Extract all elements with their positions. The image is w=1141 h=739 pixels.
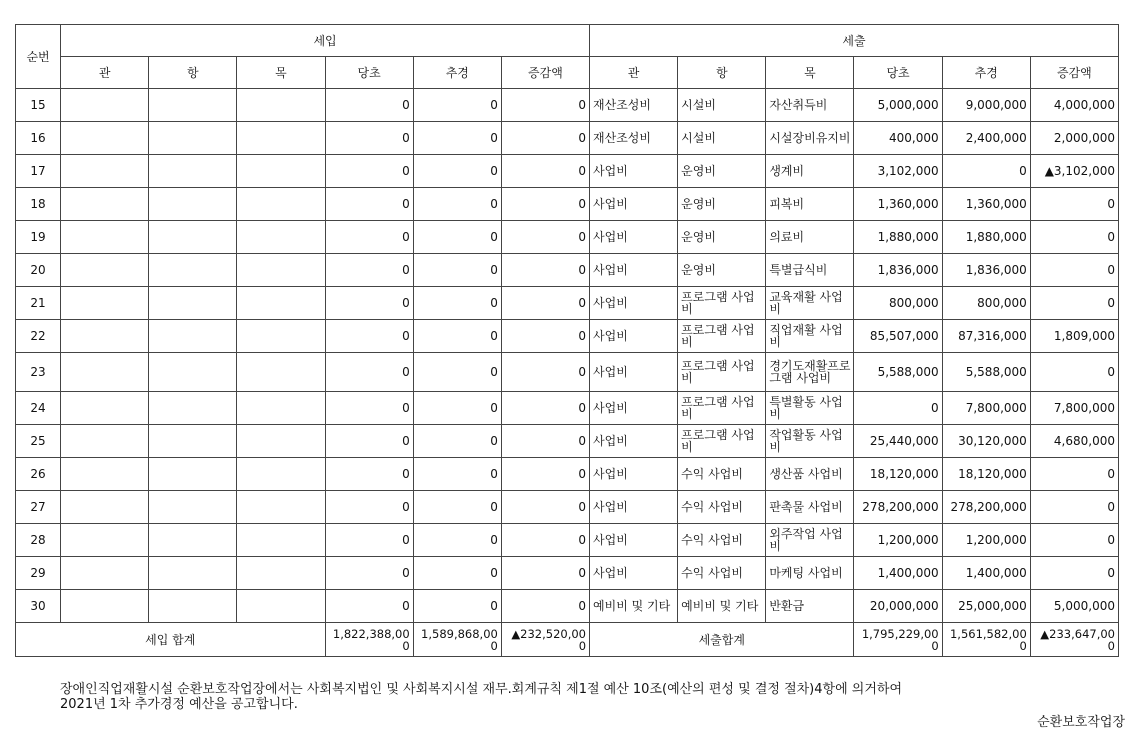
expense-revised: 9,000,000 [942, 89, 1030, 122]
income-original: 0 [325, 392, 413, 425]
expense-hang: 시설비 [678, 89, 766, 122]
expense-mok: 교육재활 사업비 [766, 287, 854, 320]
income-hang [149, 155, 237, 188]
income-gwan [61, 392, 149, 425]
table-row [16, 287, 1119, 320]
income-revised: 0 [413, 524, 501, 557]
table-row [16, 458, 1119, 491]
expense-gwan: 사업비 [590, 524, 678, 557]
income-mok [237, 524, 325, 557]
income-hang [149, 122, 237, 155]
expense-change: ▲3,102,000 [1030, 155, 1118, 188]
budget-rows [16, 89, 1119, 623]
income-total-original: 1,822,388,000 [325, 623, 413, 657]
income-change: 0 [501, 353, 589, 392]
income-gwan [61, 89, 149, 122]
income-gwan [61, 590, 149, 623]
expense-change: 2,000,000 [1030, 122, 1118, 155]
income-col-change: 증감액 [501, 57, 589, 89]
expense-col-original: 당초 [854, 57, 942, 89]
expense-total-label: 세출합계 [590, 623, 854, 657]
row-seq: 22 [16, 320, 61, 353]
income-hang [149, 221, 237, 254]
income-hang [149, 458, 237, 491]
expense-hang: 프로그램 사업비 [678, 392, 766, 425]
table-row [16, 320, 1119, 353]
income-original: 0 [325, 122, 413, 155]
expense-original: 20,000,000 [854, 590, 942, 623]
expense-gwan: 사업비 [590, 458, 678, 491]
expense-original: 1,360,000 [854, 188, 942, 221]
income-gwan [61, 155, 149, 188]
table-row [16, 122, 1119, 155]
expense-change: 0 [1030, 287, 1118, 320]
income-revised: 0 [413, 287, 501, 320]
row-seq: 15 [16, 89, 61, 122]
expense-revised: 2,400,000 [942, 122, 1030, 155]
income-mok [237, 458, 325, 491]
income-gwan [61, 254, 149, 287]
table-row [16, 254, 1119, 287]
income-gwan [61, 458, 149, 491]
income-gwan [61, 320, 149, 353]
expense-gwan: 재산조성비 [590, 89, 678, 122]
expense-hang: 운영비 [678, 188, 766, 221]
income-mok [237, 320, 325, 353]
expense-change: 1,809,000 [1030, 320, 1118, 353]
expense-hang: 운영비 [678, 221, 766, 254]
row-seq: 19 [16, 221, 61, 254]
income-col-gwan: 관 [61, 57, 149, 89]
row-seq: 24 [16, 392, 61, 425]
income-original: 0 [325, 155, 413, 188]
expense-change: 4,000,000 [1030, 89, 1118, 122]
income-gwan [61, 221, 149, 254]
income-hang [149, 353, 237, 392]
income-total-change: ▲232,520,000 [501, 623, 589, 657]
expense-original: 1,400,000 [854, 557, 942, 590]
expense-gwan: 사업비 [590, 491, 678, 524]
expense-mok: 시설장비유지비 [766, 122, 854, 155]
income-total-label: 세입 합계 [16, 623, 326, 657]
expense-revised: 87,316,000 [942, 320, 1030, 353]
row-seq: 25 [16, 425, 61, 458]
income-revised: 0 [413, 221, 501, 254]
expense-hang: 프로그램 사업비 [678, 425, 766, 458]
expense-col-mok: 목 [766, 57, 854, 89]
income-gwan [61, 557, 149, 590]
expense-revised: 0 [942, 155, 1030, 188]
expense-hang: 수익 사업비 [678, 557, 766, 590]
income-total-revised: 1,589,868,000 [413, 623, 501, 657]
table-row [16, 221, 1119, 254]
income-gwan [61, 353, 149, 392]
expense-mok: 의료비 [766, 221, 854, 254]
income-revised: 0 [413, 353, 501, 392]
income-original: 0 [325, 458, 413, 491]
income-hang [149, 590, 237, 623]
seq-header: 순번 [16, 25, 61, 89]
income-mok [237, 392, 325, 425]
income-mok [237, 491, 325, 524]
row-seq: 20 [16, 254, 61, 287]
income-change: 0 [501, 557, 589, 590]
table-row [16, 89, 1119, 122]
expense-original: 1,200,000 [854, 524, 942, 557]
expense-header: 세출 [590, 25, 1119, 57]
income-change: 0 [501, 392, 589, 425]
income-revised: 0 [413, 392, 501, 425]
expense-revised: 278,200,000 [942, 491, 1030, 524]
income-mok [237, 89, 325, 122]
table-row [16, 590, 1119, 623]
expense-hang: 프로그램 사업비 [678, 353, 766, 392]
expense-mok: 경기도재활프로그램 사업비 [766, 353, 854, 392]
income-hang [149, 557, 237, 590]
expense-change: 0 [1030, 557, 1118, 590]
income-mok [237, 287, 325, 320]
expense-col-gwan: 관 [590, 57, 678, 89]
income-revised: 0 [413, 254, 501, 287]
expense-change: 7,800,000 [1030, 392, 1118, 425]
expense-mok: 마케팅 사업비 [766, 557, 854, 590]
table-row [16, 557, 1119, 590]
expense-change: 5,000,000 [1030, 590, 1118, 623]
expense-change: 4,680,000 [1030, 425, 1118, 458]
income-original: 0 [325, 557, 413, 590]
income-change: 0 [501, 221, 589, 254]
income-gwan [61, 491, 149, 524]
expense-total-revised: 1,561,582,000 [942, 623, 1030, 657]
table-row [16, 353, 1119, 392]
expense-hang: 수익 사업비 [678, 491, 766, 524]
expense-original: 3,102,000 [854, 155, 942, 188]
income-hang [149, 320, 237, 353]
expense-original: 800,000 [854, 287, 942, 320]
income-original: 0 [325, 188, 413, 221]
expense-mok: 직업재활 사업비 [766, 320, 854, 353]
table-row [16, 188, 1119, 221]
income-hang [149, 188, 237, 221]
income-revised: 0 [413, 122, 501, 155]
expense-revised: 1,200,000 [942, 524, 1030, 557]
expense-change: 0 [1030, 353, 1118, 392]
expense-original: 400,000 [854, 122, 942, 155]
income-change: 0 [501, 425, 589, 458]
income-mok [237, 557, 325, 590]
expense-hang: 예비비 및 기타 [678, 590, 766, 623]
income-revised: 0 [413, 425, 501, 458]
expense-col-hang: 항 [678, 57, 766, 89]
row-seq: 28 [16, 524, 61, 557]
income-original: 0 [325, 524, 413, 557]
expense-change: 0 [1030, 524, 1118, 557]
income-hang [149, 254, 237, 287]
notice-text: 장애인직업재활시설 순환보호작업장에서는 사회복지법인 및 사회복지시설 재무.회계규칙 제1절 예산 10조(예산의 편성 및 결정 절차)4항에 의거하여 2021년 1차 추가경정 예산을 공고합니다. [60, 682, 903, 712]
expense-revised: 1,836,000 [942, 254, 1030, 287]
expense-original: 0 [854, 392, 942, 425]
table-row [16, 155, 1119, 188]
expense-gwan: 사업비 [590, 425, 678, 458]
expense-gwan: 사업비 [590, 287, 678, 320]
income-original: 0 [325, 425, 413, 458]
income-col-hang: 항 [149, 57, 237, 89]
income-gwan [61, 287, 149, 320]
expense-mok: 외주작업 사업비 [766, 524, 854, 557]
row-seq: 18 [16, 188, 61, 221]
expense-gwan: 사업비 [590, 188, 678, 221]
expense-total-original: 1,795,229,000 [854, 623, 942, 657]
expense-original: 278,200,000 [854, 491, 942, 524]
organization-name: 순환보호작업장 [1037, 715, 1125, 730]
income-change: 0 [501, 155, 589, 188]
income-mok [237, 221, 325, 254]
income-change: 0 [501, 122, 589, 155]
income-original: 0 [325, 353, 413, 392]
income-original: 0 [325, 320, 413, 353]
income-revised: 0 [413, 590, 501, 623]
income-change: 0 [501, 320, 589, 353]
table-row [16, 524, 1119, 557]
row-seq: 23 [16, 353, 61, 392]
expense-revised: 25,000,000 [942, 590, 1030, 623]
income-hang [149, 287, 237, 320]
expense-gwan: 사업비 [590, 353, 678, 392]
income-change: 0 [501, 524, 589, 557]
income-original: 0 [325, 491, 413, 524]
expense-original: 85,507,000 [854, 320, 942, 353]
table-row [16, 392, 1119, 425]
income-col-revised: 추경 [413, 57, 501, 89]
income-hang [149, 89, 237, 122]
expense-mok: 피복비 [766, 188, 854, 221]
income-revised: 0 [413, 155, 501, 188]
expense-revised: 1,880,000 [942, 221, 1030, 254]
income-mok [237, 590, 325, 623]
income-hang [149, 392, 237, 425]
table-row [16, 491, 1119, 524]
expense-revised: 30,120,000 [942, 425, 1030, 458]
income-original: 0 [325, 287, 413, 320]
expense-original: 5,588,000 [854, 353, 942, 392]
expense-gwan: 예비비 및 기타 [590, 590, 678, 623]
income-change: 0 [501, 287, 589, 320]
expense-change: 0 [1030, 221, 1118, 254]
income-revised: 0 [413, 89, 501, 122]
income-gwan [61, 524, 149, 557]
expense-revised: 1,400,000 [942, 557, 1030, 590]
income-col-original: 당초 [325, 57, 413, 89]
expense-hang: 운영비 [678, 155, 766, 188]
expense-mok: 자산취득비 [766, 89, 854, 122]
income-mok [237, 353, 325, 392]
income-change: 0 [501, 458, 589, 491]
income-revised: 0 [413, 188, 501, 221]
expense-gwan: 사업비 [590, 155, 678, 188]
income-change: 0 [501, 491, 589, 524]
expense-hang: 프로그램 사업비 [678, 320, 766, 353]
income-change: 0 [501, 89, 589, 122]
expense-original: 1,836,000 [854, 254, 942, 287]
row-seq: 27 [16, 491, 61, 524]
income-gwan [61, 425, 149, 458]
expense-original: 18,120,000 [854, 458, 942, 491]
expense-revised: 1,360,000 [942, 188, 1030, 221]
expense-revised: 5,588,000 [942, 353, 1030, 392]
income-hang [149, 425, 237, 458]
expense-hang: 수익 사업비 [678, 524, 766, 557]
row-seq: 16 [16, 122, 61, 155]
expense-change: 0 [1030, 458, 1118, 491]
income-mok [237, 155, 325, 188]
expense-mok: 특별급식비 [766, 254, 854, 287]
income-revised: 0 [413, 557, 501, 590]
income-original: 0 [325, 590, 413, 623]
income-hang [149, 524, 237, 557]
expense-change: 0 [1030, 491, 1118, 524]
income-col-mok: 목 [237, 57, 325, 89]
expense-original: 5,000,000 [854, 89, 942, 122]
income-mok [237, 425, 325, 458]
expense-hang: 수익 사업비 [678, 458, 766, 491]
expense-gwan: 재산조성비 [590, 122, 678, 155]
expense-col-revised: 추경 [942, 57, 1030, 89]
income-hang [149, 491, 237, 524]
expense-mok: 생계비 [766, 155, 854, 188]
expense-original: 1,880,000 [854, 221, 942, 254]
income-revised: 0 [413, 491, 501, 524]
income-mok [237, 188, 325, 221]
income-original: 0 [325, 254, 413, 287]
row-seq: 21 [16, 287, 61, 320]
expense-change: 0 [1030, 254, 1118, 287]
expense-total-change: ▲233,647,000 [1030, 623, 1118, 657]
row-seq: 26 [16, 458, 61, 491]
expense-revised: 18,120,000 [942, 458, 1030, 491]
expense-original: 25,440,000 [854, 425, 942, 458]
expense-mok: 특별활동 사업비 [766, 392, 854, 425]
table-row [16, 425, 1119, 458]
expense-mok: 반환금 [766, 590, 854, 623]
expense-mok: 판촉물 사업비 [766, 491, 854, 524]
income-revised: 0 [413, 320, 501, 353]
expense-gwan: 사업비 [590, 392, 678, 425]
expense-hang: 시설비 [678, 122, 766, 155]
income-change: 0 [501, 254, 589, 287]
income-change: 0 [501, 188, 589, 221]
income-gwan [61, 122, 149, 155]
expense-gwan: 사업비 [590, 320, 678, 353]
expense-gwan: 사업비 [590, 557, 678, 590]
income-revised: 0 [413, 458, 501, 491]
income-header: 세입 [61, 25, 590, 57]
income-original: 0 [325, 221, 413, 254]
expense-hang: 운영비 [678, 254, 766, 287]
expense-change: 0 [1030, 188, 1118, 221]
expense-gwan: 사업비 [590, 254, 678, 287]
row-seq: 17 [16, 155, 61, 188]
expense-revised: 800,000 [942, 287, 1030, 320]
expense-gwan: 사업비 [590, 221, 678, 254]
expense-col-change: 증감액 [1030, 57, 1118, 89]
row-seq: 29 [16, 557, 61, 590]
expense-mok: 작업활동 사업비 [766, 425, 854, 458]
income-original: 0 [325, 89, 413, 122]
income-change: 0 [501, 590, 589, 623]
income-mok [237, 122, 325, 155]
expense-hang: 프로그램 사업비 [678, 287, 766, 320]
row-seq: 30 [16, 590, 61, 623]
budget-table [15, 24, 1119, 657]
income-mok [237, 254, 325, 287]
expense-mok: 생산품 사업비 [766, 458, 854, 491]
income-gwan [61, 188, 149, 221]
expense-revised: 7,800,000 [942, 392, 1030, 425]
totals-row [16, 623, 1119, 657]
